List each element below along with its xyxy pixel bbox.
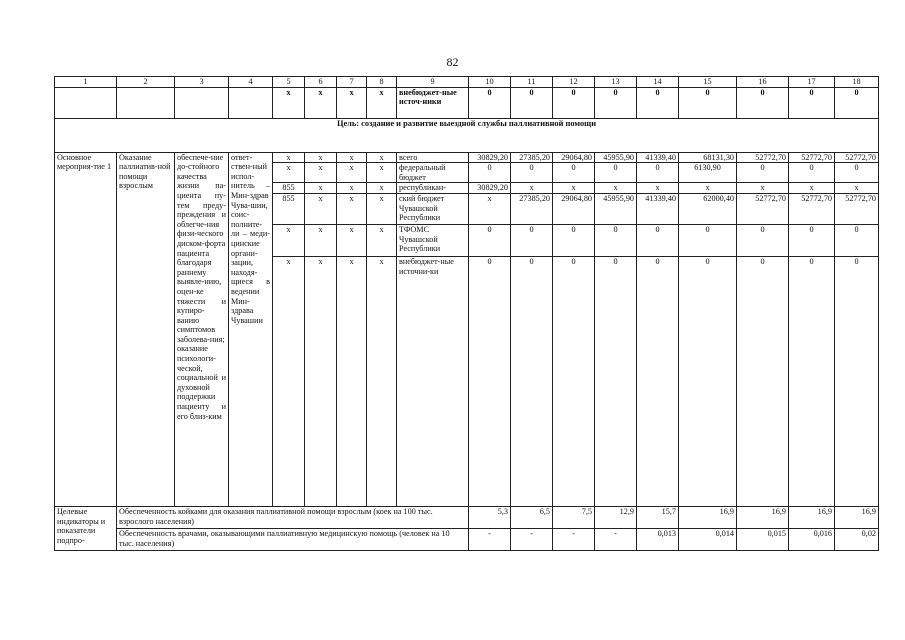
indicator-value: -	[595, 528, 637, 550]
event-value: 0	[511, 163, 553, 183]
event-c6: x	[305, 256, 337, 506]
event-value: 0	[679, 224, 737, 256]
event-value: 0	[469, 256, 511, 506]
indicator-name: Обеспеченность врачами, оказывающими паллиативную медицинскую помощь (человек на 10 тыс. населения)	[117, 528, 469, 550]
event-value: 52772,70	[737, 152, 789, 163]
event-value: 0	[835, 224, 879, 256]
indicator-row-1	[55, 506, 879, 528]
indicator-value: 7,5	[553, 506, 595, 528]
header-col-14: 14	[637, 77, 679, 88]
event-value: x	[637, 183, 679, 194]
event-value: 0	[835, 163, 879, 183]
event-c8: x	[367, 163, 397, 183]
event-value: 68131,30	[679, 152, 737, 163]
event-c5: 855	[273, 193, 305, 224]
event-value: 0	[789, 256, 835, 506]
event-c5: 855	[273, 183, 305, 194]
header-col-10: 10	[469, 77, 511, 88]
event-c8: x	[367, 224, 397, 256]
event-c5: x	[273, 256, 305, 506]
event-value: 52772,70	[789, 193, 835, 224]
page-number: 82	[446, 55, 459, 69]
prev-row-value: 0	[595, 87, 637, 118]
event-value: 0	[737, 256, 789, 506]
prev-row-value: 0	[835, 87, 879, 118]
event-value: 0	[553, 163, 595, 183]
indicator-value: 15,7	[637, 506, 679, 528]
event-value: 52772,70	[789, 152, 835, 163]
event-c8: x	[367, 152, 397, 163]
prev-row-value: 0	[637, 87, 679, 118]
prev-row-flag: x	[273, 87, 305, 118]
header-col-12: 12	[553, 77, 595, 88]
event-value: 29064,80	[553, 152, 595, 163]
event-c6: x	[305, 193, 337, 224]
event-source: ский бюджет Чувашской Республики	[397, 193, 469, 224]
header-col-18: 18	[835, 77, 879, 88]
indicator-value: 16,9	[835, 506, 879, 528]
event-source: республикан-	[397, 183, 469, 194]
header-col-13: 13	[595, 77, 637, 88]
header-row	[55, 77, 879, 88]
event-name: Оказание паллиатив-ной помощи взрослым	[117, 152, 175, 506]
event-value: x	[679, 183, 737, 194]
indicator-value: 0,014	[679, 528, 737, 550]
event-value: x	[595, 183, 637, 194]
indicator-value: 12,9	[595, 506, 637, 528]
event-c7: x	[337, 163, 367, 183]
event-value: 0	[511, 224, 553, 256]
event-value: 52772,70	[835, 193, 879, 224]
event-c7: x	[337, 152, 367, 163]
indicator-value: 5,3	[469, 506, 511, 528]
goal-title: Цель: создание и развитие выездной службы паллиативной помощи	[55, 118, 879, 152]
prev-row-flag: x	[367, 87, 397, 118]
event-value: x	[511, 183, 553, 194]
header-col-8: 8	[367, 77, 397, 88]
event-c5: x	[273, 163, 305, 183]
header-col-5: 5	[273, 77, 305, 88]
header-col-11: 11	[511, 77, 553, 88]
event-c8: x	[367, 183, 397, 194]
prev-row-value: 0	[511, 87, 553, 118]
indicator-row-2	[55, 528, 879, 550]
event-value: 0	[737, 163, 789, 183]
header-col-17: 17	[789, 77, 835, 88]
prev-row-empty-2	[117, 87, 175, 118]
prev-row-empty-3	[175, 87, 229, 118]
event-value: 0	[595, 256, 637, 506]
event-value: 30829,20	[469, 183, 511, 194]
event-value: 41339,40	[637, 193, 679, 224]
event-source: внебюджет-ные источни-ки	[397, 256, 469, 506]
header-col-15: 15	[679, 77, 737, 88]
event-c6: x	[305, 163, 337, 183]
event-c7: x	[337, 224, 367, 256]
event-value: 45955,90	[595, 193, 637, 224]
prev-row-flag: x	[337, 87, 367, 118]
event-value: x	[789, 183, 835, 194]
prev-row-value: 0	[553, 87, 595, 118]
event-value: 0	[737, 224, 789, 256]
indicator-value: 0,016	[789, 528, 835, 550]
event-value: 52772,70	[737, 193, 789, 224]
header-col-1: 1	[55, 77, 117, 88]
header-col-6: 6	[305, 77, 337, 88]
indicator-value: 16,9	[789, 506, 835, 528]
event-c8: x	[367, 256, 397, 506]
goal-row	[55, 118, 879, 152]
header-col-4: 4	[229, 77, 273, 88]
event-value: 27385,20	[511, 152, 553, 163]
event-value: 41339,40	[637, 152, 679, 163]
event-value: 0	[835, 256, 879, 506]
event-value: 0	[469, 224, 511, 256]
prev-row	[55, 87, 879, 118]
event-c6: x	[305, 183, 337, 194]
event-value: x	[553, 183, 595, 194]
indicator-value: 6,5	[511, 506, 553, 528]
event-value: 6130,90	[679, 163, 737, 183]
event-value: 0	[789, 163, 835, 183]
event-value: x	[835, 183, 879, 194]
header-col-3: 3	[175, 77, 229, 88]
program-table	[54, 76, 879, 551]
prev-row-value: 0	[679, 87, 737, 118]
event-source: всего	[397, 152, 469, 163]
event-c7: x	[337, 193, 367, 224]
event-source: федеральный бюджет	[397, 163, 469, 183]
event-value: 0	[595, 163, 637, 183]
event-value: 30829,20	[469, 152, 511, 163]
event-value: x	[469, 193, 511, 224]
indicator-value: 16,9	[737, 506, 789, 528]
event-value: 27385,20	[511, 193, 553, 224]
event-c8: x	[367, 193, 397, 224]
event-description: обеспече-ние до-стойного качества жизни па-циента пу-тем преду-преждения и облегче-ния физи-ческого диском-форта пациента благодаря раннему выявле-нию, оцен-ке тяжести и купиро-ванию симптомов заболева-ния; оказание психологи-ческой, социальной и духовной поддержки пациенту и его близ-ким	[175, 152, 229, 506]
indicator-value: 0,015	[737, 528, 789, 550]
prev-row-empty-1	[55, 87, 117, 118]
event-row-1	[55, 152, 879, 163]
event-c7: x	[337, 183, 367, 194]
event-c6: x	[305, 152, 337, 163]
event-c5: x	[273, 224, 305, 256]
indicators-label: Целевые индикаторы и показатели подпро-	[55, 506, 117, 550]
indicator-value: -	[511, 528, 553, 550]
indicator-value: 16,9	[679, 506, 737, 528]
event-c7: x	[337, 256, 367, 506]
event-value: 0	[595, 224, 637, 256]
header-col-7: 7	[337, 77, 367, 88]
event-value: 29064,80	[553, 193, 595, 224]
event-value: x	[737, 183, 789, 194]
event-value: 62000,40	[679, 193, 737, 224]
event-value: 45955,90	[595, 152, 637, 163]
event-c6: x	[305, 224, 337, 256]
indicator-value: -	[469, 528, 511, 550]
event-value: 0	[511, 256, 553, 506]
event-value: 0	[553, 256, 595, 506]
header-col-9: 9	[397, 77, 469, 88]
indicator-value: 0,02	[835, 528, 879, 550]
event-value: 0	[679, 256, 737, 506]
prev-row-empty-4	[229, 87, 273, 118]
event-value: 0	[637, 256, 679, 506]
prev-row-flag: x	[305, 87, 337, 118]
event-type: Основное мероприя-тие 1	[55, 152, 117, 506]
event-value: 0	[553, 224, 595, 256]
event-source: ТФОМС Чувашской Республики	[397, 224, 469, 256]
prev-row-source: внебюджет-ные источ-ники	[397, 87, 469, 118]
indicator-value: -	[553, 528, 595, 550]
header-col-2: 2	[117, 77, 175, 88]
indicator-name: Обеспеченность койками для оказания паллиативной помощи взрослым (коек на 100 тыс. взрослого населения)	[117, 506, 469, 528]
event-value: 0	[637, 224, 679, 256]
event-value: 52772,70	[835, 152, 879, 163]
event-c5: x	[273, 152, 305, 163]
prev-row-value: 0	[469, 87, 511, 118]
prev-row-value: 0	[789, 87, 835, 118]
event-value: 0	[637, 163, 679, 183]
indicator-value: 0,013	[637, 528, 679, 550]
event-value: 0	[789, 224, 835, 256]
prev-row-value: 0	[737, 87, 789, 118]
event-executor: ответ-ствен-ный испол-нитель – Мин-здрав Чува-шии, соис-полните-ли – меди-цинские органи-зации, находя-щиеся в ведении Мин-здрава Чувашии	[229, 152, 273, 506]
event-value: 0	[469, 163, 511, 183]
header-col-16: 16	[737, 77, 789, 88]
